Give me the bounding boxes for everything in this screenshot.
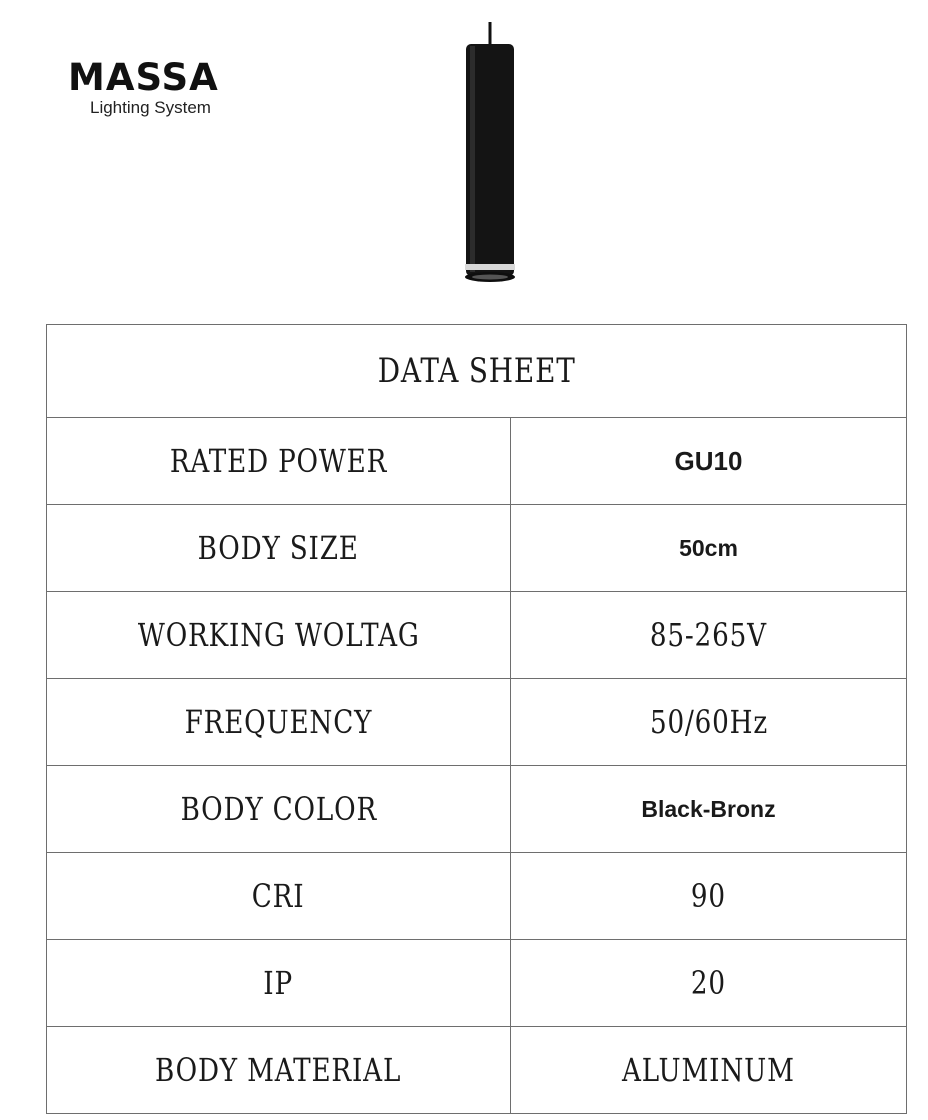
- data-sheet-header-row: [47, 325, 907, 418]
- row-label: RATED POWER: [47, 418, 511, 505]
- pendant-lamp-icon: [440, 20, 540, 290]
- row-value: Black-Bronz: [511, 766, 907, 853]
- table-row: [47, 940, 907, 1027]
- table-row: [47, 766, 907, 853]
- row-label: BODY SIZE: [47, 505, 511, 592]
- brand-logo: [68, 58, 278, 118]
- row-label: WORKING WOLTAG: [47, 592, 511, 679]
- row-value: ALUMINUM: [511, 1027, 907, 1114]
- row-value: 90: [511, 853, 907, 940]
- row-value: GU10: [511, 418, 907, 505]
- row-value: 85-265V: [511, 592, 907, 679]
- brand-name: MASSA: [68, 56, 219, 99]
- row-label: CRI: [47, 853, 511, 940]
- row-value: 50/60Hz: [511, 679, 907, 766]
- data-sheet-table: [46, 324, 907, 1114]
- row-value: 50cm: [511, 505, 907, 592]
- row-label: BODY MATERIAL: [47, 1027, 511, 1114]
- table-row: [47, 592, 907, 679]
- brand-tagline: Lighting System: [90, 98, 211, 117]
- table-row: [47, 679, 907, 766]
- row-value: 20: [511, 940, 907, 1027]
- table-row: [47, 853, 907, 940]
- row-label: IP: [47, 940, 511, 1027]
- data-sheet-title: DATA SHEET: [47, 325, 907, 418]
- table-row: [47, 1027, 907, 1114]
- table-row: [47, 418, 907, 505]
- row-label: BODY COLOR: [47, 766, 511, 853]
- row-label: FREQUENCY: [47, 679, 511, 766]
- table-row: [47, 505, 907, 592]
